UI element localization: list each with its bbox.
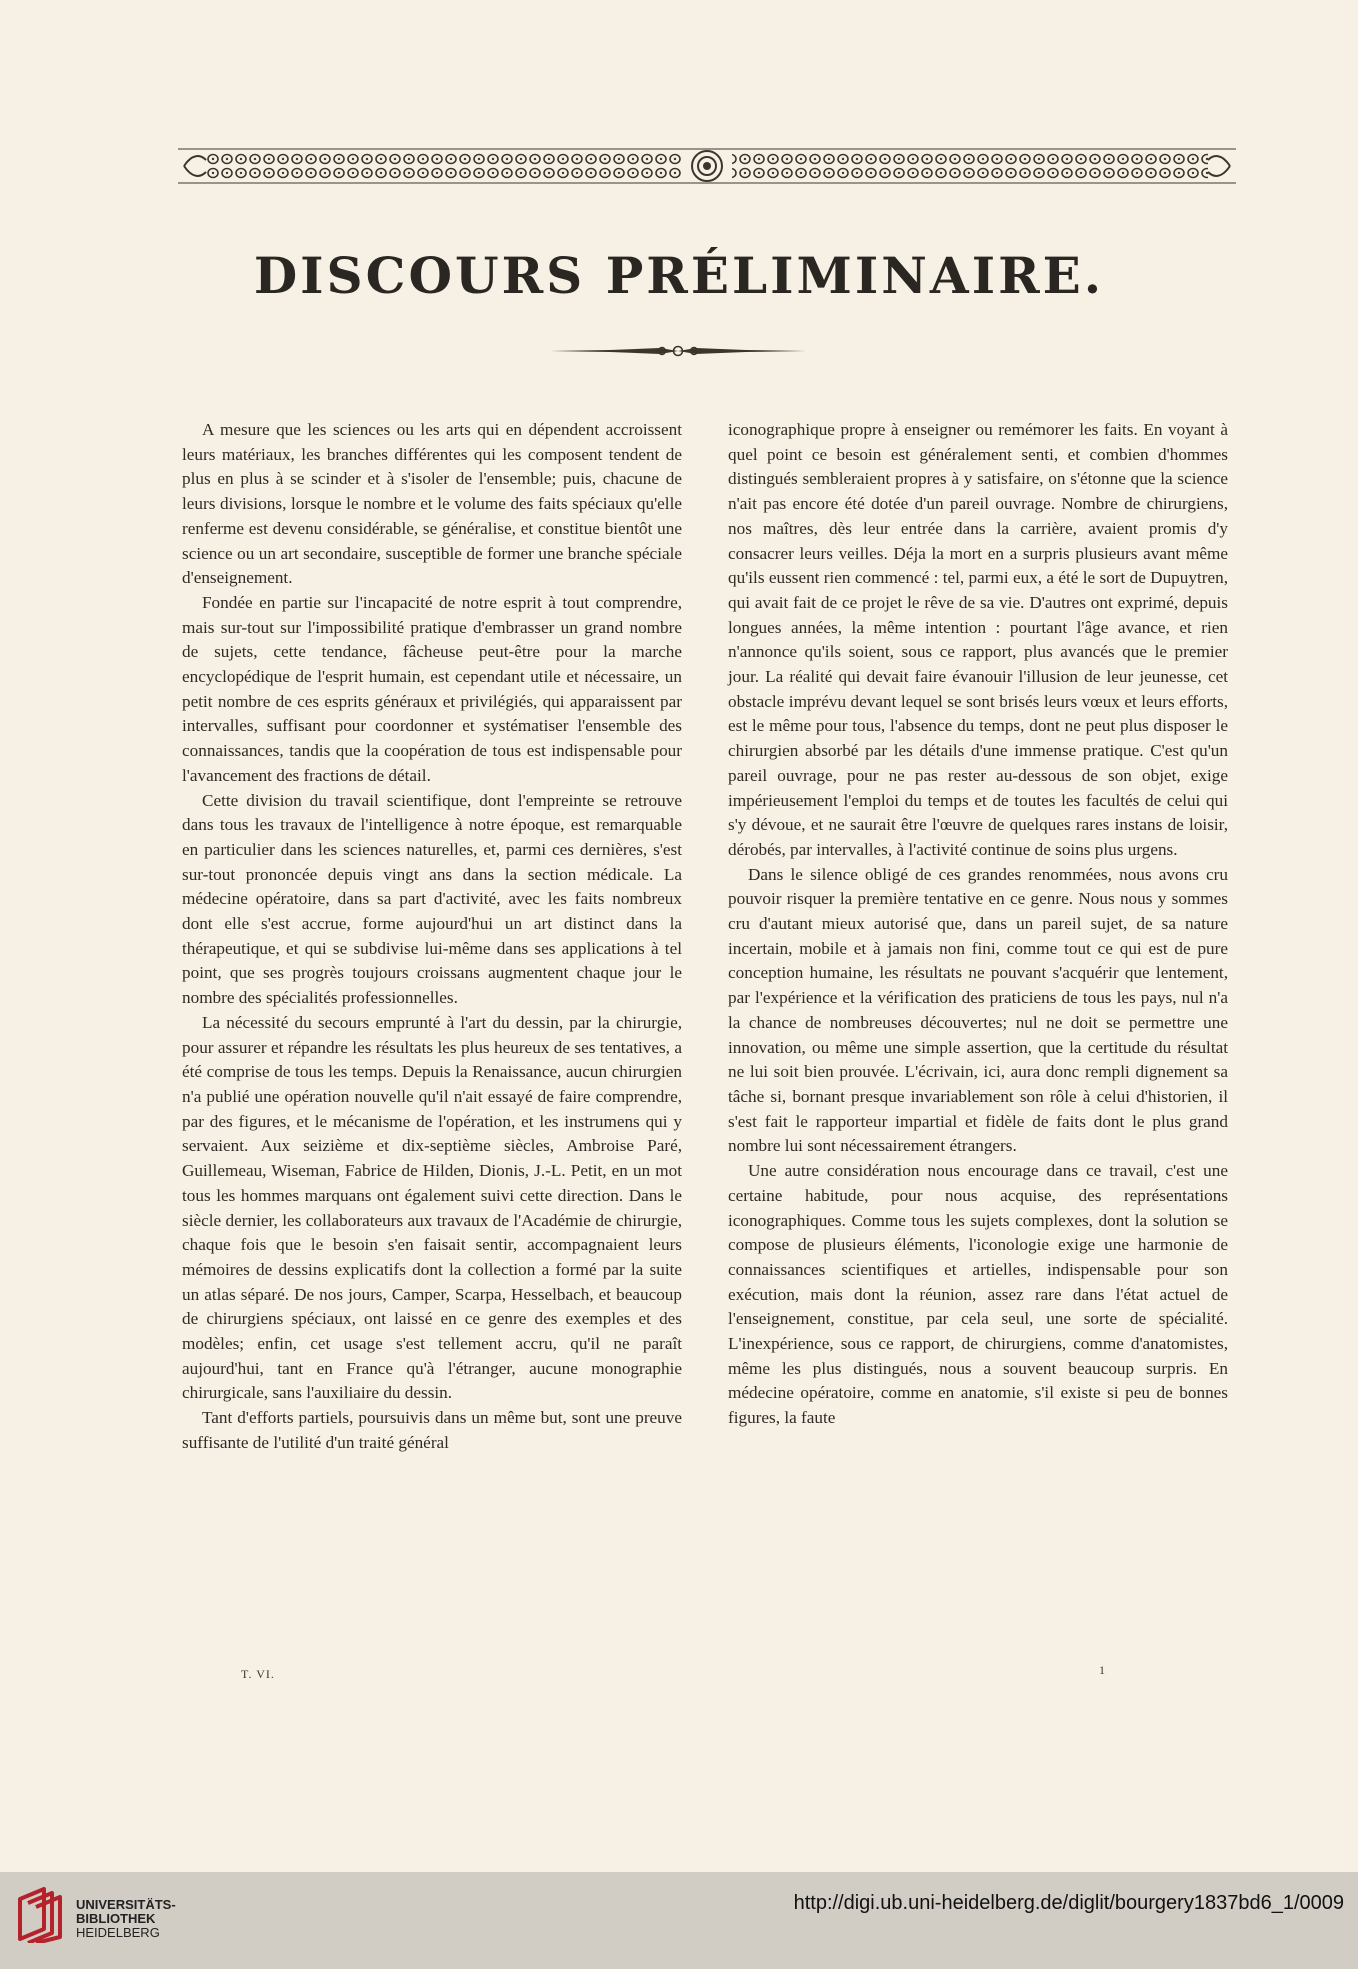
library-footer-bar: [0, 1872, 1358, 1969]
logo-line: BIBLIOTHEK: [76, 1911, 156, 1926]
text-column-right: [728, 418, 1228, 1431]
sheet-signature: 1: [1099, 1663, 1105, 1677]
paragraph: Cette division du travail scientifique, dont l'empreinte se retrouve dans tous les travaux de l'intelligence à notre époque, est remarquable en particulier dans les sciences naturelles, et, parmi ces dernières, s'est sur-tout prononcée depuis vingt ans dans la section médicale. La médecine opératoire, dans sa part d'activité, avec les faits nombreux dont elle s'est accrue, forme aujourd'hui un art distinct dans la thérapeutique, et qui se subdivise lui-même dans ses applications à tel point, que ses progrès toujours croissans augmentent chaque jour le nombre des spécialités professionnelles.: [182, 790, 682, 1008]
text-column-left: [182, 418, 682, 1456]
paragraph: A mesure que les sciences ou les arts qui en dépendent accroissent leurs matériaux, les branches différentes qui les composent tendent de plus en plus à se scinder et à s'isoler de l'ensemble; puis, chacune de leurs divisions, lorsque le nombre et le volume des faits spéciaux qu'elle renferme est devenu considérable, se généralise, et constitue bientôt une science ou un art secondaire, susceptible de former une branche spéciale d'enseignement.: [182, 420, 682, 588]
title-rule-ornament: [550, 344, 806, 358]
page-title: DISCOURS PRÉLIMINAIRE.: [253, 246, 1105, 305]
logo-line: HEIDELBERG: [76, 1925, 160, 1940]
permalink-url[interactable]: http://digi.ub.uni-heidelberg.de/diglit/bourgery1837bd6_1/0009: [793, 1892, 1344, 1914]
paragraph: La nécessité du secours emprunté à l'art du dessin, par la chirurgie, pour assurer et répandre les résultats les plus heureux de ses tentatives, a été comprise de tous les temps. Depuis la Renaissance, aucun chirurgien n'a publié une opération nouvelle qu'il n'ait essayé de faire comprendre, par des figures, et le mécanisme de l'opération, et les instrumens qui y servaient. Aux seizième et dix-septième siècles, Ambroise Paré, Guillemeau, Wiseman, Fabrice de Hilden, Dionis, J.-L. Petit, en un mot tous les hommes marquans ont également suivi cette direction. Dans le siècle dernier, les collaborateurs aux travaux de l'Académie de chirurgie, chaque fois que le besoin s'en faisait sentir, accompagnaient leurs mémoires de dessins explicatifs dont la collection a formé par la suite un atlas séparé. De nos jours, Camper, Scarpa, Hesselbach, et beaucoup de chirurgiens spéciaux, ont laissé en ce genre des exemples et des modèles; enfin, cet usage s'est tellement accru, qu'il ne paraît aujourd'hui, tant en France qu'à l'étranger, aucune monographie chirurgicale, sans l'auxiliaire du dessin.: [182, 1012, 682, 1403]
paragraph: Fondée en partie sur l'incapacité de notre esprit à tout comprendre, mais sur-tout sur l'impossibilité pratique d'embrasser un grand nombre de sujets, cette tendance, fâcheuse peut-être pour la marche encyclopédique de l'esprit humain, est cependant utile et nécessaire, un petit nombre de ces esprits généraux et privilégiés, qui apparaissent par intervalles, suffisant pour coordonner et systématiser l'ensemble des connaissances, tandis que la coopération de tous est indispensable pour l'avancement des fractions de détail.: [182, 592, 682, 785]
paragraph: Tant d'efforts partiels, poursuivis dans un même but, sont une preuve suffisante de l'utilité d'un traité général: [182, 1408, 682, 1452]
logo-line: UNIVERSITÄTS-: [76, 1897, 176, 1912]
volume-signature: T. VI.: [241, 1667, 275, 1681]
decorative-border-ornament: [178, 148, 1236, 184]
paragraph: Dans le silence obligé de ces grandes renommées, nous avons cru pouvoir risquer la première tentative en ce genre. Nous nous y sommes cru d'autant mieux autorisé que, dans un pareil sujet, de sa nature incertain, mobile et à jamais non fini, comme tout ce qui est de pure conception humaine, les résultats ne pouvant s'acquérir que lentement, par l'expérience et la vérification des praticiens de tous les pays, nul n'a la chance de nombreuses découvertes; nul ne doit se permettre une innovation, ou même une simple assertion, que la certitude du résultat ne lui soit bien prouvée. L'écrivain, ici, aura donc rempli dignement sa tâche si, bornant presque invariablement son rôle à celui d'historien, il s'est fait le rapporteur impartial et fidèle de faits dont le plus grand nombre lui sont nécessairement étrangers.: [728, 864, 1228, 1156]
library-logo-icon: [14, 1885, 66, 1943]
library-logo-text: [76, 1898, 176, 1940]
paragraph: Une autre considération nous encourage dans ce travail, c'est une certaine habitude, pour nous acquise, des représentations iconographiques. Comme tous les sujets complexes, dont la solution se compose de plusieurs éléments, l'iconologie exige une harmonie de connaissances scientifiques et artielles, indispensable pour son exécution, mais dont la réunion, assez rare dans l'état actuel de l'enseignement, constitue, par cela seul, une sorte de spécialité. L'inexpérience, sous ce rapport, de chirurgiens, comme d'anatomistes, même les plus distingués, nous a souvent beaucoup surpris. En médecine opératoire, comme en anatomie, s'il existe si peu de bonnes figures, la faute: [728, 1161, 1228, 1428]
paragraph: iconographique propre à enseigner ou remémorer les faits. En voyant à quel point ce besoin est généralement senti, et combien d'hommes distingués sembleraient propres à y satisfaire, on s'étonne que la science n'ait pas encore été dotée d'un pareil ouvrage. Nombre de chirurgiens, nos maîtres, dès leur entrée dans la carrière, avaient promis d'y consacrer leurs veilles. Déja la mort en a surpris plusieurs avant même qu'ils eussent rien commencé : tel, parmi eux, a été le sort de Dupuytren, qui avait fait de ce projet le rêve de sa vie. D'autres ont exprimé, depuis longues années, la même intention : pourtant l'âge avance, et rien n'annonce qu'ils soient, sous ce rapport, plus avancés que le premier jour. La réalité qui devait faire évanouir l'illusion de leur jeunesse, cet obstacle imprévu devant lequel se sont brisés leurs vœux et leurs efforts, est le même pour tous, l'absence du temps, dont ne peut plus disposer le chirurgien absorbé par les détails d'une immense pratique. C'est qu'un pareil ouvrage, pour ne pas rester au-dessous de son objet, exige impérieusement l'emploi du temps et de toutes les facultés de celui qui s'y dévoue, et ne saurait être l'œuvre de quelques rares instans de loisir, dérobés, par intervalles, à l'activité continue de soins plus urgens.: [728, 420, 1228, 859]
